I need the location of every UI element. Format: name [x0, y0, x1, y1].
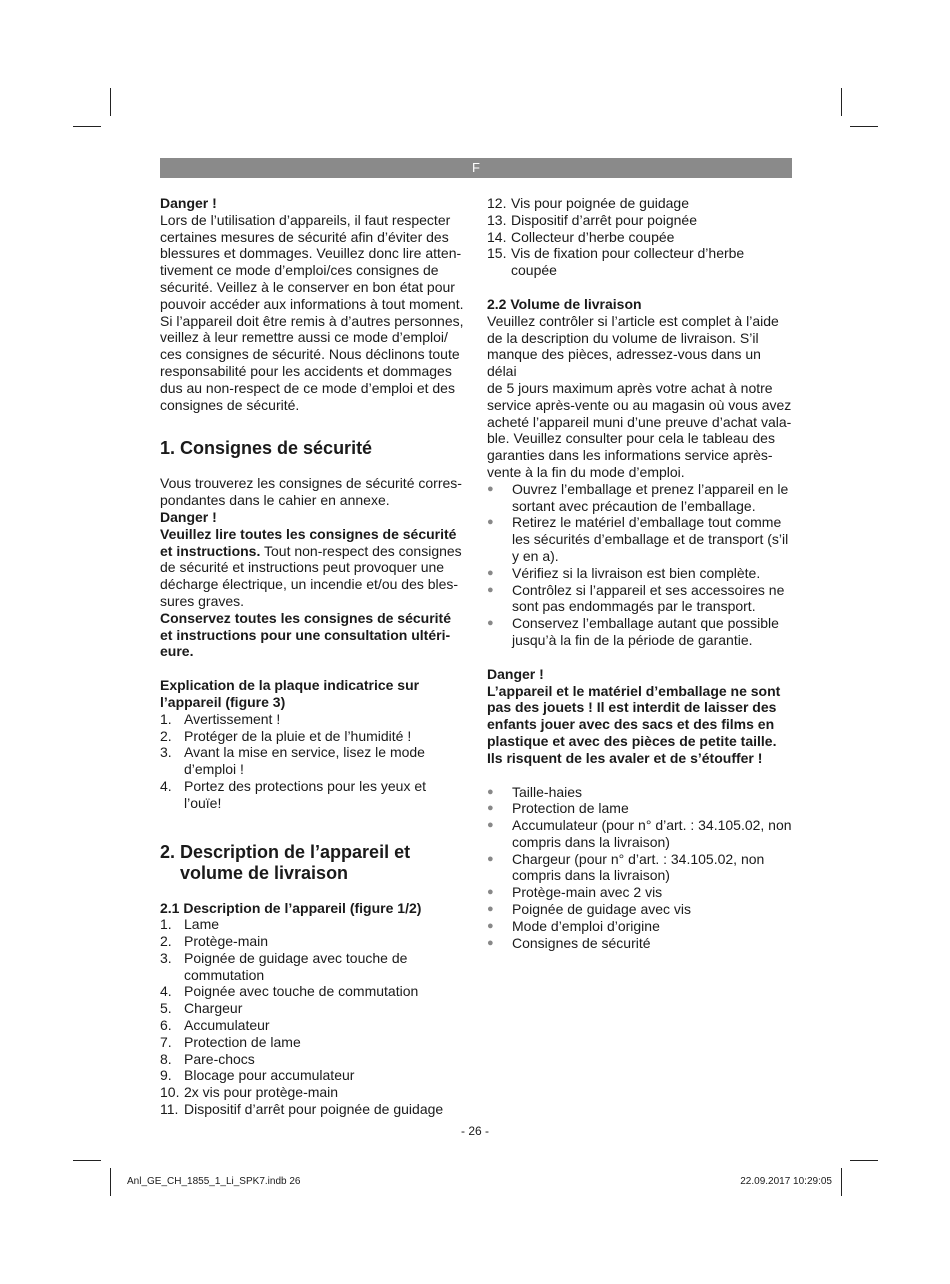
- crop-mark: [841, 1168, 842, 1196]
- section-1-keep-instructions: [160, 610, 465, 660]
- page-number: - 26 -: [460, 1124, 489, 1138]
- parts-list-continued: [487, 195, 793, 279]
- list-item: 11. Dispositif d’arrêt pour poignée de guidage: [160, 1101, 444, 1118]
- text-line: certaines mesures de sécurité afin d’éviter des: [160, 228, 449, 245]
- title-line: volume de livraison: [180, 862, 349, 883]
- list-item: ● Retirez le matériel d’emballage tout comme les sécurités d’emballage et de transport (s’il y en a).: [487, 514, 789, 564]
- list-item: 1. Avertissement !: [160, 710, 281, 727]
- section-1-danger: Danger !: [160, 508, 217, 525]
- crop-mark: [73, 1160, 101, 1161]
- bullet-icon: ●: [487, 516, 494, 529]
- crop-mark: [73, 126, 101, 127]
- list-item: ● Vérifiez si la livraison est bien complète.: [487, 564, 761, 581]
- text-line: l’appareil (figure 3): [160, 693, 286, 710]
- rating-plate-list: [160, 711, 465, 812]
- text-line: de la description du volume de livraison. S’il: [487, 329, 759, 346]
- text-line: Explication de la plaque indicatrice sur: [160, 677, 420, 694]
- title-line: 2. Description de l’appareil et: [160, 841, 411, 862]
- text-line: L’appareil et le matériel d’emballage ne sont: [487, 682, 781, 699]
- bullet-icon: ●: [487, 919, 494, 932]
- list-item: 10. 2x vis pour protège-main: [160, 1084, 339, 1101]
- bullet-icon: ●: [487, 802, 494, 815]
- section-2-2-heading: 2.2 Volume de livraison: [487, 295, 642, 312]
- text-line: dus au non-respect de ce mode d’emploi et des: [160, 379, 455, 396]
- text-line: sécurité. Veillez à le conserver en bon état pour: [160, 278, 455, 295]
- text-line: plastique et avec des pièces de petite taille.: [487, 732, 777, 749]
- right-column: [487, 195, 793, 951]
- text-line: Si l’appareil doit être remis à d’autres personnes,: [160, 312, 464, 329]
- crop-mark: [850, 1160, 878, 1161]
- text-line: acheté l’appareil muni d’une preuve d’achat vala-: [487, 413, 792, 430]
- list-item: ● Accumulateur (pour n° d’art. : 34.105.02, non compris dans la livraison): [487, 817, 792, 850]
- list-item: 15. Vis de fixation pour collecteur d’herbe coupée: [487, 245, 745, 279]
- text-line: Ils risquent de les avaler et de s’étouffer !: [487, 749, 763, 766]
- bullet-icon: ●: [487, 617, 494, 630]
- text-line: tivement ce mode d’emploi/ces consignes de: [160, 262, 439, 279]
- section-1-warning: [160, 526, 465, 610]
- text-line: de 5 jours maximum après votre achat à notre: [487, 379, 773, 396]
- language-header-bar: [160, 158, 792, 178]
- unpacking-checklist: [487, 481, 793, 649]
- crop-mark: [110, 1168, 111, 1196]
- text-line: sures graves.: [160, 592, 245, 609]
- text-line: Veuillez contrôler si l’article est complet à l’aide: [487, 312, 779, 329]
- text-line: de sécurité et instructions peut provoquer une: [160, 559, 445, 576]
- section-2-2-paragraph: [487, 313, 793, 481]
- bullet-icon: ●: [487, 583, 494, 596]
- bullet-icon: ●: [487, 903, 494, 916]
- text-line: vente à la fin du mode d’emploi.: [487, 463, 685, 480]
- text-line: Conservez toutes les consignes de sécurité: [160, 609, 451, 626]
- list-item: 4. Portez des protections pour les yeux et l’ouïe!: [160, 777, 427, 811]
- text-line: service après-vente ou au magasin où vous avez: [487, 396, 792, 413]
- crop-mark: [850, 126, 878, 127]
- list-item: 4. Poignée avec touche de commutation: [160, 983, 419, 1000]
- text-line: veillez à leur remettre aussi ce mode d’emploi/: [160, 329, 448, 346]
- text-line: garanties dans les informations service après-: [487, 447, 773, 464]
- bullet-icon: ●: [487, 566, 494, 579]
- list-item: ● Taille-haies: [487, 783, 583, 800]
- bullet-icon: ●: [487, 819, 494, 832]
- text-line: ble. Veuillez consulter pour cela le tableau des: [487, 430, 775, 447]
- list-item: 3. Poignée de guidage avec touche de commutation: [160, 949, 408, 983]
- packaging-danger-text: [487, 683, 793, 767]
- text-line: ces consignes de sécurité. Nous déclinons toute: [160, 346, 460, 363]
- list-item: 12. Vis pour poignée de guidage: [487, 195, 690, 211]
- text: Tout non-respect des consignes: [260, 542, 462, 559]
- text-line: Veuillez lire toutes les consignes de sécurité: [160, 525, 457, 542]
- list-item: 6. Accumulateur: [160, 1017, 270, 1034]
- left-column: [160, 195, 465, 1118]
- parts-list: [160, 916, 465, 1118]
- footer-datetime: 22.09.2017 10:29:05: [740, 1176, 832, 1187]
- list-item: ● Consignes de sécurité: [487, 934, 651, 951]
- text-line: responsabilité pour les accidents et dommages: [160, 362, 452, 379]
- text-line: Lors de l’utilisation d’appareils, il faut respecter: [160, 211, 451, 228]
- crop-mark: [110, 88, 111, 116]
- list-item: ● Poignée de guidage avec vis: [487, 901, 692, 918]
- text-line: décharge électrique, un incendie et/ou des bles-: [160, 576, 459, 593]
- text-line: manque des pièces, adressez-vous dans un délai: [487, 346, 761, 380]
- list-item: ● Conservez l’emballage autant que possible jusqu’à la fin de la période de garantie.: [487, 615, 779, 648]
- list-item: 14. Collecteur d’herbe coupée: [487, 228, 675, 245]
- list-item: 5. Chargeur: [160, 1000, 243, 1017]
- section-2-1-heading: 2.1 Description de l’appareil (figure 1/2): [160, 899, 422, 916]
- list-item: ● Contrôlez si l’appareil et ses accessoires ne sont pas endommagés par le transport.: [487, 581, 785, 615]
- list-item: ● Mode d’emploi d’origine: [487, 917, 660, 934]
- bullet-icon: ●: [487, 785, 494, 798]
- list-item: 2. Protège-main: [160, 933, 269, 950]
- text-line: pas des jouets ! Il est interdit de laisser des: [487, 699, 777, 716]
- list-item: 13. Dispositif d’arrêt pour poignée: [487, 211, 697, 228]
- delivery-contents-list: [487, 784, 793, 952]
- bold-text: et instructions.: [160, 542, 261, 559]
- bullet-icon: ●: [487, 852, 494, 865]
- list-item: 9. Blocage pour accumulateur: [160, 1067, 355, 1084]
- list-item: 3. Avant la mise en service, lisez le mode d’emploi !: [160, 744, 425, 778]
- bullet-icon: ●: [487, 886, 494, 899]
- list-item: 7. Protection de lame: [160, 1033, 301, 1050]
- text-line: et instructions pour une consultation ultéri-: [160, 626, 451, 643]
- footer-filename: Anl_GE_CH_1855_1_Li_SPK7.indb 26: [127, 1176, 301, 1187]
- section-1-intro: [160, 475, 465, 509]
- text-line: pondantes dans le cahier en annexe.: [160, 492, 390, 509]
- list-item: 2. Protéger de la pluie et de l’humidité !: [160, 727, 412, 744]
- list-item: ● Chargeur (pour n° d’art. : 34.105.02, non compris dans la livraison): [487, 850, 765, 884]
- section-1-title: 1. Consignes de sécurité: [160, 438, 373, 459]
- packaging-danger-heading: Danger !: [487, 665, 544, 682]
- language-label: F: [472, 160, 480, 175]
- bullet-icon: ●: [487, 482, 494, 495]
- text-line: consignes de sécurité.: [160, 396, 300, 413]
- text-line: pouvoir accéder aux informations à tout moment.: [160, 295, 464, 312]
- text-line: eure.: [160, 643, 194, 660]
- text-line: blessures et dommages. Veuillez donc lire atten-: [160, 245, 462, 262]
- list-item: 1. Lame: [160, 916, 220, 933]
- list-item: ● Ouvrez l’emballage et prenez l’appareil en le sortant avec précaution de l’emballage.: [487, 480, 789, 514]
- crop-mark: [841, 88, 842, 116]
- rating-plate-heading: [160, 677, 465, 711]
- list-item: 8. Pare-chocs: [160, 1050, 255, 1067]
- intro-paragraph: [160, 212, 465, 414]
- list-item: ● Protection de lame: [487, 800, 629, 817]
- text-line: enfants jouer avec des sacs et des films en: [487, 716, 775, 733]
- section-2-title: [160, 842, 465, 884]
- intro-danger-heading: Danger !: [160, 195, 217, 211]
- list-item: ● Protège-main avec 2 vis: [487, 884, 663, 901]
- bullet-icon: ●: [487, 936, 494, 949]
- text-line: Vous trouverez les consignes de sécurité corres-: [160, 475, 462, 492]
